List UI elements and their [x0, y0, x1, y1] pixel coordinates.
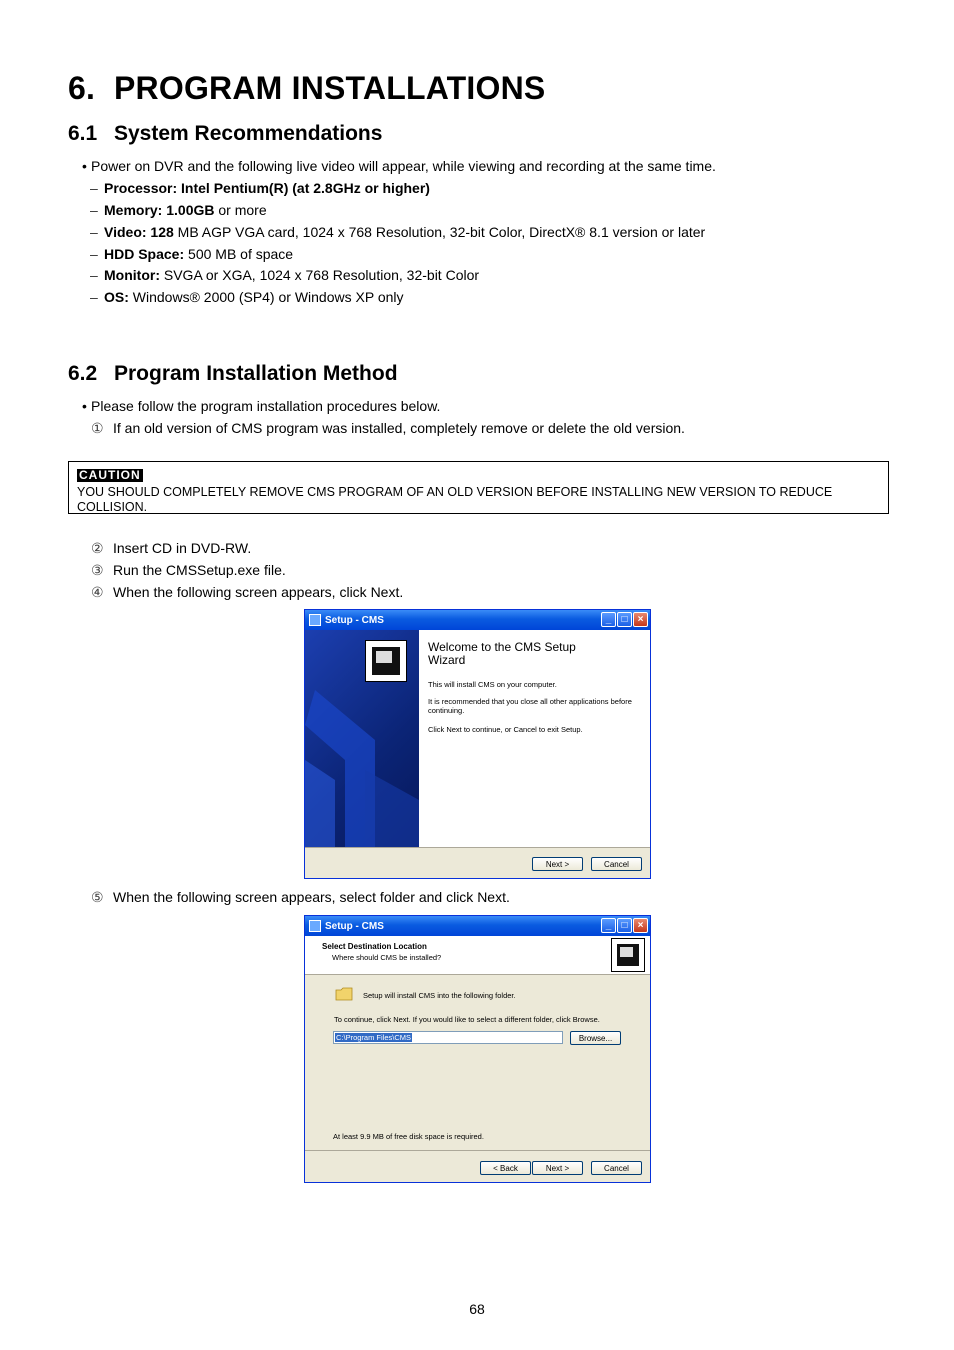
wizard-header — [305, 936, 650, 974]
setup-box-icon — [365, 640, 407, 682]
destination-path-input[interactable] — [333, 1031, 563, 1044]
step-text: If an old version of CMS program was installed, completely remove or delete the old version. — [113, 420, 685, 436]
setup-box-icon — [611, 938, 645, 972]
wizard-text-2: To continue, click Next. If you would like to select a different folder, click Browse. — [334, 1015, 600, 1024]
spec-text: SVGA or XGA, 1024 x 768 Resolution, 32-bit Color — [159, 267, 480, 283]
step-marker: ③ — [91, 562, 104, 578]
step-text: Insert CD in DVD-RW. — [113, 540, 252, 556]
minimize-icon[interactable]: _ — [601, 612, 616, 627]
spec-text: MB AGP VGA card, 1024 x 768 Resolution, 32-bit Color, DirectX® 8.1 version or later — [173, 224, 706, 240]
chapter-title — [68, 70, 545, 107]
close-icon[interactable]: × — [633, 612, 648, 627]
window-titlebar[interactable] — [305, 916, 650, 936]
spec-label: Processor: Intel Pentium(R) (at 2.8GHz or higher) — [104, 180, 430, 196]
dash-icon: – — [90, 202, 98, 218]
bullet-intro-6-2 — [82, 397, 440, 415]
setup-welcome-window — [304, 609, 651, 879]
spec-label: Monitor: — [104, 267, 160, 283]
section-heading-6-1 — [68, 122, 382, 146]
dash-icon: – — [90, 246, 98, 262]
step-marker: ② — [91, 540, 104, 556]
wizard-heading: Welcome to the CMS Setup Wizard — [428, 640, 576, 667]
cancel-button[interactable]: Cancel — [591, 1161, 642, 1175]
dash-icon: – — [90, 267, 98, 283]
spec-item — [90, 245, 293, 263]
chapter-number: 6. — [68, 70, 96, 106]
bullet-text: Please follow the program installation procedures below. — [91, 398, 441, 414]
step-marker: ⑤ — [91, 889, 104, 905]
bullet-icon: • — [82, 398, 87, 414]
spec-text: 500 MB of space — [184, 246, 294, 262]
divider — [305, 1150, 650, 1151]
spec-item — [90, 201, 267, 219]
spec-text: or more — [214, 202, 267, 218]
page-number: 68 — [469, 1301, 485, 1317]
section-title: Program Installation Method — [114, 362, 398, 385]
caution-box — [68, 461, 889, 514]
spec-label: Video: 128 — [104, 224, 174, 240]
wizard-text-1: Setup will install CMS into the following folder. — [363, 991, 516, 1000]
setup-app-icon — [309, 920, 321, 932]
setup-destination-window — [304, 915, 651, 1183]
browse-button[interactable]: Browse... — [570, 1031, 621, 1045]
bullet-text: Power on DVR and the following live video will appear, while viewing and recording at the same time. — [91, 158, 716, 174]
next-button[interactable]: Next > — [532, 857, 583, 871]
spec-item — [90, 288, 404, 306]
step-item — [91, 583, 403, 601]
wizard-subheading: Where should CMS be installed? — [332, 953, 442, 962]
folder-icon — [335, 987, 353, 1001]
spec-label: Memory: 1.00GB — [104, 202, 215, 218]
spec-text: Windows® 2000 (SP4) or Windows XP only — [128, 289, 404, 305]
wizard-content — [419, 630, 650, 847]
dash-icon: – — [90, 289, 98, 305]
wizard-side-image — [305, 630, 419, 847]
window-title: Setup - CMS — [325, 614, 384, 626]
section-heading-6-2 — [68, 362, 398, 386]
spec-label: OS: — [104, 289, 129, 305]
close-icon[interactable]: × — [633, 918, 648, 933]
section-title: System Recommendations — [114, 122, 383, 145]
spec-label: HDD Space: — [104, 246, 185, 262]
setup-app-icon — [309, 614, 321, 626]
step-item — [91, 888, 510, 906]
step-item — [91, 539, 251, 557]
wizard-heading: Select Destination Location — [322, 942, 427, 951]
step-item — [91, 419, 685, 437]
spec-item — [90, 223, 705, 241]
window-titlebar[interactable] — [305, 610, 650, 630]
spec-item — [90, 266, 479, 284]
minimize-icon[interactable]: _ — [601, 918, 616, 933]
step-marker: ① — [91, 420, 104, 436]
chapter-title-text: PROGRAM INSTALLATIONS — [114, 70, 546, 106]
section-number: 6.2 — [68, 362, 98, 385]
bullet-icon: • — [82, 158, 87, 174]
next-button[interactable]: Next > — [532, 1161, 583, 1175]
maximize-icon[interactable]: □ — [617, 918, 632, 933]
dash-icon: – — [90, 180, 98, 196]
step-marker: ④ — [91, 584, 104, 600]
caution-text: YOU SHOULD COMPLETELY REMOVE CMS PROGRAM OF AN OLD VERSION BEFORE INSTALLING NEW VERSION TO REDUCE COLLISION. — [77, 485, 833, 514]
step-item — [91, 561, 286, 579]
cancel-button[interactable]: Cancel — [591, 857, 642, 871]
wizard-text-1: This will install CMS on your computer. — [428, 680, 557, 689]
maximize-icon[interactable]: □ — [617, 612, 632, 627]
spec-item — [90, 179, 430, 197]
section-number: 6.1 — [68, 122, 98, 145]
destination-path-value: C:\Program Files\CMS — [336, 1033, 412, 1042]
step-text: When the following screen appears, click Next. — [113, 584, 404, 600]
step-text: When the following screen appears, select folder and click Next. — [113, 889, 510, 905]
divider — [305, 974, 650, 975]
wizard-text-2: It is recommended that you close all other applications before continuing. — [428, 697, 632, 715]
window-title: Setup - CMS — [325, 920, 384, 932]
disk-space-text: At least 9.9 MB of free disk space is required. — [333, 1132, 484, 1141]
wizard-text-3: Click Next to continue, or Cancel to exit Setup. — [428, 725, 583, 734]
dash-icon: – — [90, 224, 98, 240]
bullet-intro-6-1 — [82, 157, 716, 175]
back-button[interactable]: < Back — [480, 1161, 531, 1175]
divider — [305, 847, 650, 848]
caution-tag: CAUTION — [79, 468, 141, 482]
step-text: Run the CMSSetup.exe file. — [113, 562, 286, 578]
